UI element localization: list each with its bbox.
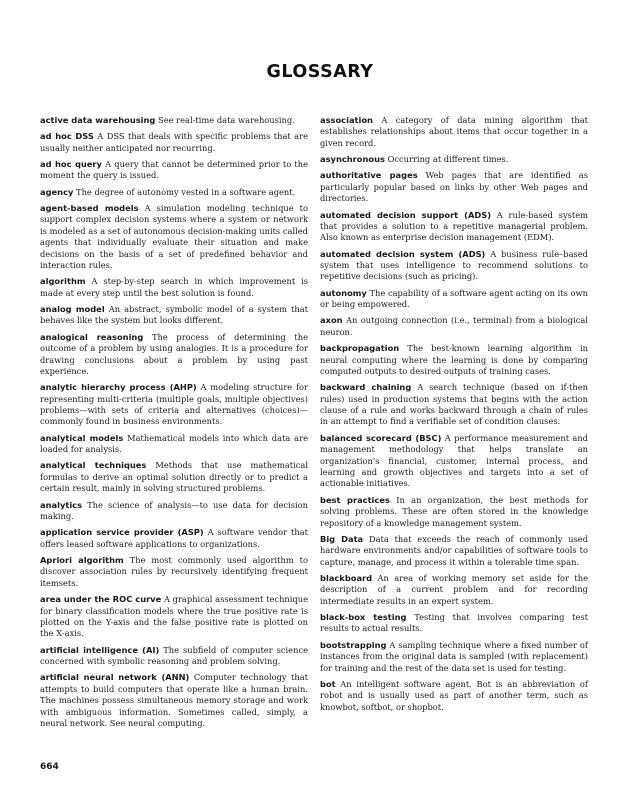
glossary-entry (40, 131, 308, 154)
glossary-term: application service provider (ASP) (40, 527, 204, 538)
glossary-definition: A graphical assessment technique for binary classification models where the true positive rate is plotted on the Y-axis and the false positive rate is plotted on the X-axis. (40, 594, 308, 639)
glossary-term: agency (40, 186, 74, 197)
glossary-definition: Computer technology that attempts to build computers that operate like a human brain. The machines possess simultaneous memory storage and work with ambiguous information. Sometimes called, simply, a neural network. See neural computing. (40, 672, 308, 728)
glossary-term: ad hoc query (40, 159, 102, 169)
glossary-entry (40, 500, 308, 523)
glossary-definition: Web pages that are identified as particularly popular based on links by other Web pages and directories. (320, 170, 588, 204)
glossary-definition: Occurring at different times. (387, 154, 509, 165)
glossary-definition: An intelligent software agent. Bot is an abbreviation of robot and is usually used as part of another term, such as knowbot, softbot, or shopbot. (320, 678, 588, 712)
glossary-definition: A DSS that deals with specific problems that are usually neither anticipated nor recurring. (40, 131, 308, 153)
glossary-definition: A category of data mining algorithm that establishes relationships about items that occur together in a given record. (320, 115, 589, 148)
glossary-definition: An area of working memory set aside for the description of a current problem and for recording intermediate results in an expert system. (320, 572, 588, 606)
glossary-term: agent-based models (40, 203, 139, 213)
glossary-definition: Methods that use mathematical formulas to derive an optimal solution directly or to predict a certain result, mainly in solving structured problems. (40, 460, 308, 494)
glossary-term: blackboard (320, 572, 373, 583)
glossary-definition: A search technique (based on if-then rules) used in production systems that begins with the action clause of a rule and works backward through a chain of rules in an attempt to find a verifiable set of condition clauses. (320, 382, 588, 427)
glossary-entry (320, 495, 588, 529)
glossary-term: area under the ROC curve (40, 594, 162, 605)
glossary-entry (40, 645, 308, 668)
glossary-term: asynchronous (320, 154, 385, 165)
glossary-definition: A rule-based system that provides a solution to a repetitive managerial problem. Also known as enterprise decision management (EDM). (320, 209, 588, 243)
glossary-term: analogical reasoning (40, 331, 144, 342)
glossary-term: analytical techniques (40, 460, 147, 471)
glossary-entry (40, 276, 308, 299)
glossary-term: analog model (40, 304, 105, 315)
glossary-entry (40, 527, 308, 550)
glossary-definition: An abstract, symbolic model of a system that behaves like the system but looks different. (40, 304, 309, 326)
glossary-term: analytic hierarchy process (AHP) (40, 382, 197, 393)
glossary-definition: A query that cannot be determined prior to the moment the query is issued. (40, 159, 308, 181)
glossary-definition: Data that exceeds the reach of commonly used hardware environments and/or capabilities of software tools to capture, manage, and process it within a tolerable time span. (320, 533, 589, 567)
glossary-term: algorithm (40, 276, 86, 287)
glossary-term: balanced scorecard (BSC) (320, 432, 442, 443)
glossary-definition: A step-by-step search in which improvement is made at every step until the best solution is found. (40, 276, 308, 298)
glossary-entry (40, 159, 308, 182)
glossary-definition: The most commonly used algorithm to discover association rules by recursively identifying frequent itemsets. (40, 554, 308, 588)
glossary-term: analytical models (40, 432, 124, 443)
glossary-entry (40, 594, 308, 640)
glossary-definition: The process of determining the outcome of a problem by using analogies. It is a procedure for drawing conclusions about a problem by using past experience. (40, 331, 308, 376)
glossary-term: ad hoc DSS (40, 131, 94, 142)
glossary-entry (320, 210, 588, 244)
glossary-term: artificial intelligence (AI) (40, 644, 160, 655)
glossary-entry (320, 433, 588, 490)
glossary-entry (320, 382, 588, 428)
glossary-entry (320, 115, 588, 149)
glossary-definition: Testing that involves comparing test results to actual results. (320, 612, 588, 634)
glossary-entry (40, 203, 308, 271)
glossary-entry (320, 679, 588, 713)
glossary-entry (320, 343, 588, 377)
glossary-entry (320, 573, 588, 607)
glossary-term: bootstrapping (320, 639, 387, 650)
glossary-term: best practices (320, 494, 390, 505)
glossary-entry (320, 249, 588, 283)
glossary-definition: A modeling structure for representing multi-criteria (multiple goals, multiple objectives) problems—with sets of criteria and alternatives (choices)—commonly found in business environments. (40, 382, 309, 427)
glossary-term: axon (320, 315, 343, 326)
glossary-definition: A sampling technique where a fixed number of instances from the original data is sampled (with replacement) for training and the rest of the data set is used for testing. (320, 639, 588, 673)
glossary-right-column (320, 115, 588, 718)
glossary-term: authoritative pages (320, 170, 418, 181)
glossary-entry (320, 640, 588, 674)
glossary-entry (40, 672, 308, 729)
glossary-left-column (40, 115, 308, 734)
glossary-definition: A software vendor that offers leased software applications to organizations. (40, 527, 308, 549)
glossary-definition: In an organization, the best methods for solving problems. These are often stored in the knowledge repository of a knowledge management system. (320, 494, 589, 528)
glossary-entry (320, 534, 588, 568)
glossary-term: bot (320, 678, 336, 689)
glossary-entry (40, 382, 308, 428)
glossary-definition: Mathematical models into which data are loaded for analysis. (40, 432, 308, 455)
glossary-term: backpropagation (320, 343, 400, 354)
glossary-term: analytics (40, 499, 83, 510)
glossary-entry (320, 288, 588, 311)
glossary-definition: A performance measurement and management methodology that helps translate an organization's financial, customer, internal process, and learning and growth objectives and targets into a set of actionable initiatives. (320, 432, 588, 489)
glossary-term: backward chaining (320, 382, 412, 393)
glossary-definition: The best-known learning algorithm in neural computing where the learning is done by comparing computed outputs to desired outputs of training cases. (320, 343, 588, 376)
glossary-definition: The degree of autonomy vested in a software agent. (76, 186, 296, 197)
glossary-term: association (320, 115, 373, 125)
glossary-definition: The subfield of computer science concerned with symbolic reasoning and problem solving. (40, 644, 308, 667)
glossary-term: autonomy (320, 287, 367, 298)
glossary-definition: See real-time data warehousing. (158, 115, 295, 125)
glossary-entry (320, 612, 588, 635)
glossary-entry (320, 315, 588, 338)
glossary-entry (40, 460, 308, 494)
glossary-entry (40, 304, 308, 327)
page-number: 664 (40, 762, 59, 772)
page-title: GLOSSARY (266, 62, 374, 82)
glossary-entry (320, 170, 588, 204)
glossary-entry (40, 332, 308, 378)
glossary-term: active data warehousing (40, 115, 156, 125)
glossary-entry (40, 555, 308, 589)
glossary-term: Big Data (320, 533, 364, 544)
glossary-term: black-box testing (320, 612, 407, 623)
glossary-entry (40, 187, 308, 198)
glossary-definition: An outgoing connection (i.e., terminal) from a biological neuron. (320, 315, 588, 337)
glossary-definition: A business rule–based system that uses intelligence to recommend solutions to repetitive decisions (such as pricing). (320, 248, 588, 282)
glossary-definition: The science of analysis—to use data for decision making. (40, 499, 308, 521)
glossary-entry (40, 433, 308, 456)
glossary-definition: The capability of a software agent acting on its own or being empowered. (320, 287, 588, 310)
glossary-term: automated decision support (ADS) (320, 209, 492, 220)
glossary-term: Apriori algorithm (40, 554, 124, 565)
glossary-entry (320, 154, 588, 165)
glossary-definition: A simulation modeling technique to support complex decision systems where a system or network is modeled as a set of autonomous decision-making units called agents that individually evaluate their situation and make decisions on the basis of a set of predefined behavior and interaction rules. (40, 203, 309, 271)
glossary-term: artificial neural network (ANN) (40, 672, 190, 683)
glossary-entry (40, 115, 308, 126)
glossary-term: automated decision system (ADS) (320, 248, 486, 259)
